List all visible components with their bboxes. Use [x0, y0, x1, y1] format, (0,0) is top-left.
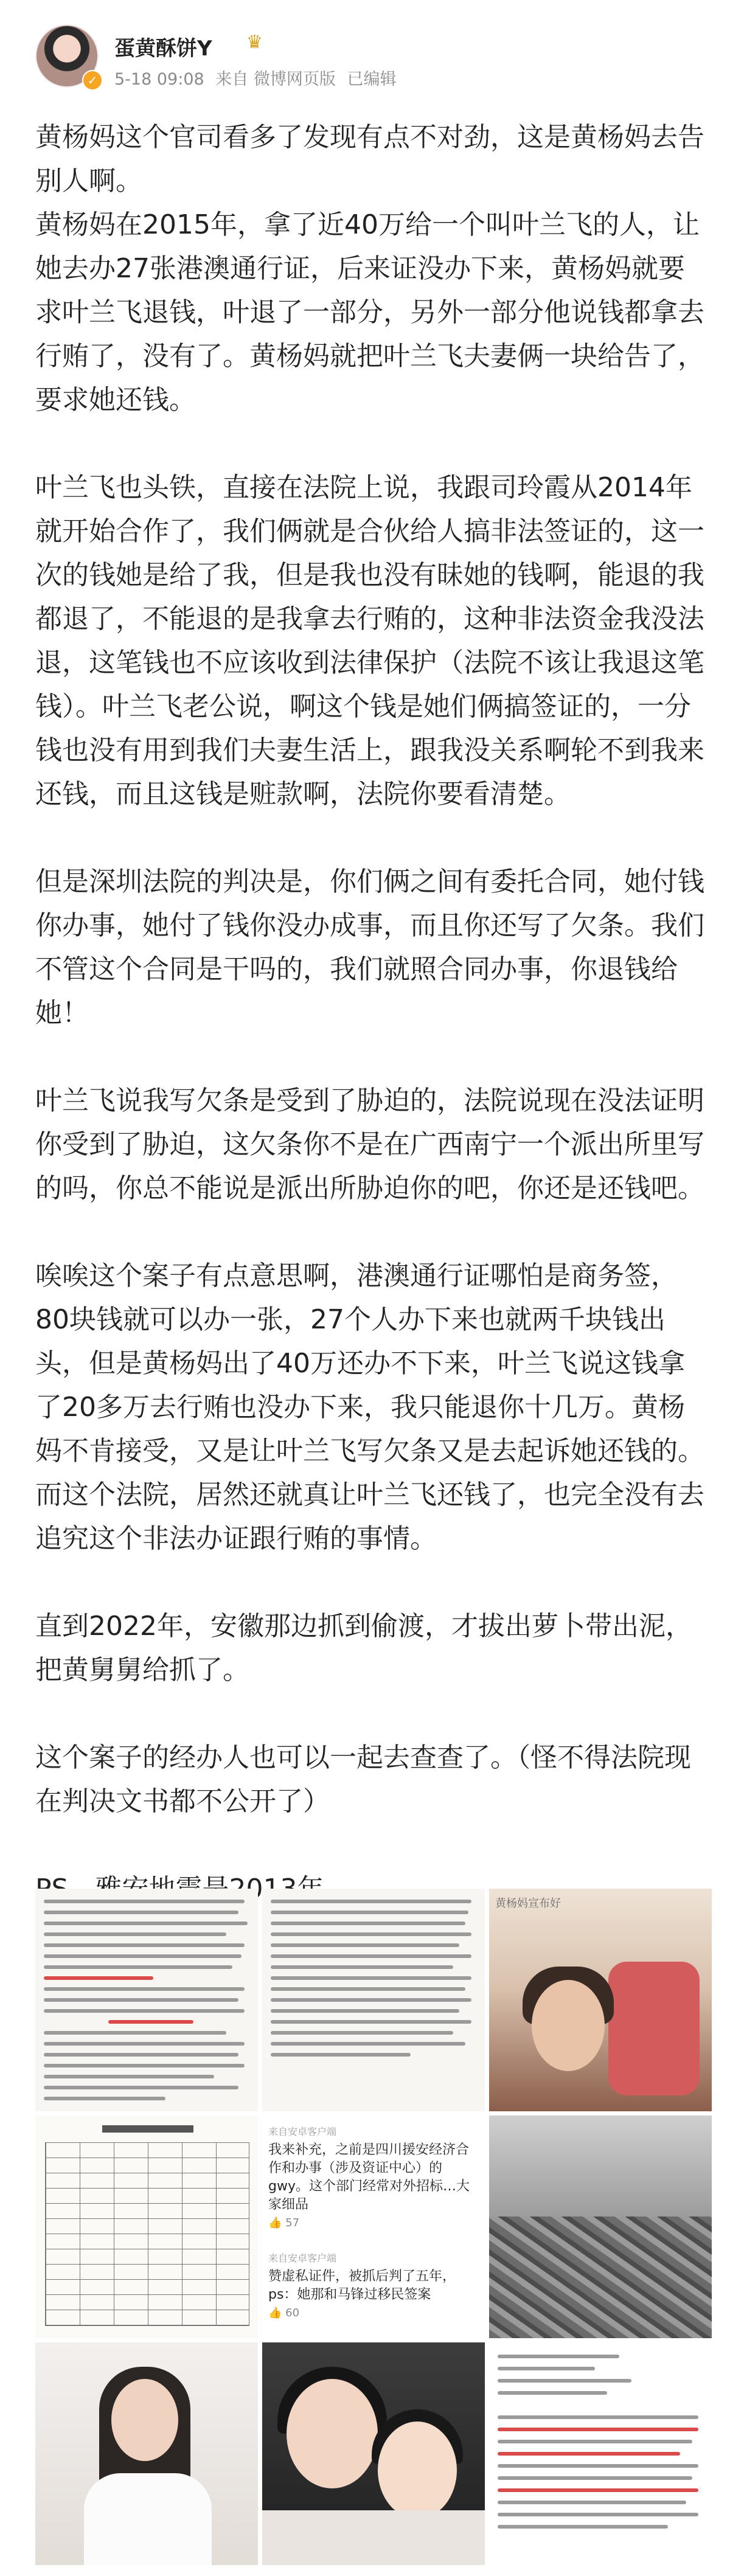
post-paragraph: 黄杨妈这个官司看多了发现有点不对劲，这是黄杨妈去告别人啊。 黄杨妈在2015年，拿了近40万给一个叫叶兰飞的人，让她去办27张港澳通行证，后来证没办下来，黄杨妈就要求叶兰飞退钱，叶退了一部分，另外一部分他说钱都拿去行贿了，没有了。黄杨妈就把叶兰飞夫妻俩一块给告了，要求她还钱。 [35, 122, 704, 415]
image-thumbnail-photo[interactable] [489, 2116, 712, 2338]
post-date[interactable]: 5-18 09:08 [114, 70, 204, 89]
chat-likes: 57 [285, 2217, 300, 2229]
crown-icon: ♛ [246, 32, 263, 53]
chat-source: 来自安卓客户端 [268, 2126, 337, 2137]
chat-likes: 60 [285, 2307, 300, 2319]
verified-badge-icon: ✓ [82, 70, 103, 91]
post-meta [114, 66, 402, 89]
image-grid [35, 1889, 729, 2573]
post-edited: 已编辑 [347, 70, 397, 89]
post-paragraph: 直到2022年，安徽那边抓到偷渡，才拔出萝卜带出泥，把黄舅舅给抓了。 [35, 1611, 692, 1686]
image-thumbnail-document[interactable] [262, 1889, 485, 2111]
post-paragraph: 这个案子的经办人也可以一起去查查了。（怪不得法院现在判决文书都不公开了） [35, 1742, 691, 1817]
username[interactable]: 蛋黄酥饼Y [114, 36, 212, 61]
post-paragraph: 唉唉这个案子有点意思啊，港澳通行证哪怕是商务签，80块钱就可以办一张，27个人办下来也就两千块钱出头，但是黄杨妈出了40万还办不下来，叶兰飞说这钱拿了20多万去行贿也没办下来，我只能退你十几万。黄杨妈不肯接受，又是让叶兰飞写欠条又是去起诉她还钱的。而这个法院，居然还就真让叶兰飞还钱了，也完全没有去追究这个非法办证跟行贿的事情。 [35, 1260, 704, 1554]
post-source: 来自 微博网页版 [215, 70, 336, 89]
chat-text: 赞虚私证件，被抓后判了五年，ps：她那和马锋过移民签案 [268, 2269, 456, 2302]
thumbs-up-icon: 👍 [268, 2217, 282, 2229]
chat-source: 来自安卓客户端 [268, 2252, 337, 2264]
chat-text: 我来补充，之前是四川援安经济合作和办事（涉及资证中心）的gwy。这个部门经常对外招标…大家细品 [268, 2142, 470, 2212]
post-paragraph: 但是深圳法院的判决是，你们俩之间有委托合同，她付钱你办事，她付了钱你没办成事，而且你还写了欠条。我们不管这个合同是干吗的，我们就照合同办事，你退钱给她！ [35, 866, 704, 1029]
image-thumbnail-photo[interactable] [489, 1889, 712, 2111]
post-paragraph: 叶兰飞也头铁，直接在法院上说，我跟司玲霞从2014年就开始合作了，我们俩就是合伙给人搞非法签证的，这一次的钱她是给了我，但是我也没有昧她的钱啊，能退的我都退了，不能退的是我拿去行贿的，这种非法资金我没法退，这笔钱也不应该收到法律保护（法院不该让我退这笔钱）。叶兰飞老公说，啊这个钱是她们俩搞签证的，一分钱也没有用到我们夫妻生活上，跟我没关系啊轮不到我来还钱，而且这钱是赃款啊，法院你要看清楚。 [35, 472, 704, 810]
image-thumbnail-document[interactable] [35, 1889, 258, 2111]
image-thumbnail-document[interactable] [489, 2342, 712, 2565]
image-thumbnail-photo[interactable] [35, 2342, 258, 2565]
post-paragraph: 叶兰飞说我写欠条是受到了胁迫的，法院说现在没法证明你受到了胁迫，这欠条你不是在广西南宁一个派出所里写的吗，你总不能说是派出所胁迫你的吧，你还是还钱吧。 [35, 1085, 704, 1204]
post-header [0, 0, 730, 103]
image-caption: 黄杨妈宣布好 [495, 1897, 561, 1910]
image-thumbnail-table[interactable] [35, 2116, 258, 2338]
watermark: 微博@小毁汪汪 [619, 2549, 713, 2564]
image-thumbnail-photo[interactable] [262, 2342, 485, 2565]
thumbs-up-icon: 👍 [268, 2307, 282, 2319]
post-body [35, 116, 704, 1911]
image-thumbnail-chat[interactable] [262, 2116, 485, 2338]
